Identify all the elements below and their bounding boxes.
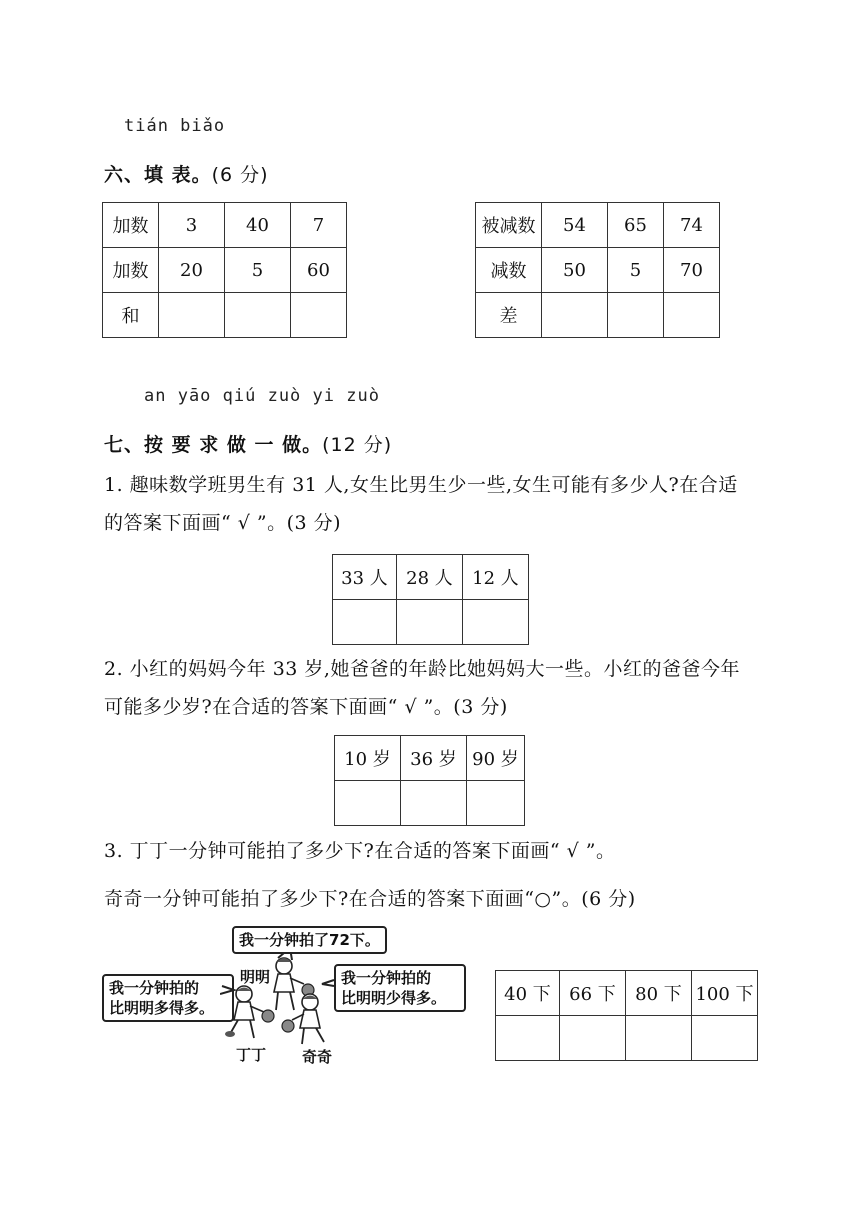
answer-cell[interactable] [159, 293, 225, 338]
section6-title [104, 160, 269, 187]
section6-title-text: 六、填 表。 [104, 164, 212, 186]
question-line: 奇奇一分钟可能拍了多少下?在合适的答案下面画“○”。(6 分) [104, 888, 636, 910]
table-cell: 70 [664, 248, 720, 293]
row-label: 差 [476, 293, 542, 338]
bubble-text: 比明明多得多。 [109, 999, 215, 1017]
answer-cell[interactable] [496, 1016, 560, 1061]
answer-cell[interactable] [608, 293, 664, 338]
table-cell: 74 [664, 203, 720, 248]
answer-cell[interactable] [560, 1016, 626, 1061]
row-label: 加数 [103, 203, 159, 248]
answer-cell[interactable] [401, 781, 467, 826]
table-row [103, 248, 347, 293]
row-label: 加数 [103, 248, 159, 293]
answer-cell[interactable] [467, 781, 525, 826]
speech-bubble-qiqi [334, 964, 466, 1012]
table-row [103, 203, 347, 248]
table-row [335, 781, 525, 826]
table-cell: 65 [608, 203, 664, 248]
question-line: 3. 丁丁一分钟可能拍了多少下?在合适的答案下面画“ √ ”。 [104, 840, 616, 862]
dingding-figure [225, 986, 274, 1038]
question-2-text [104, 650, 740, 726]
section7-title-text: 七、按 要 求 做 一 做。 [104, 434, 323, 456]
question-line: 可能多少岁?在合适的答案下面画“ √ ”。(3 分) [104, 696, 508, 718]
table-cell: 54 [542, 203, 608, 248]
bubble-text: 我一分钟拍的 [109, 979, 200, 997]
row-label: 和 [103, 293, 159, 338]
option-label: 90 岁 [467, 736, 525, 781]
question-3-text [104, 832, 636, 918]
name-qiqi: 奇奇 [302, 1048, 333, 1066]
option-label: 10 岁 [335, 736, 401, 781]
answer-cell[interactable] [692, 1016, 758, 1061]
bubble-pointer [322, 980, 334, 986]
table-cell: 40 [225, 203, 291, 248]
speech-bubble-mingming [232, 926, 387, 954]
table-cell: 50 [542, 248, 608, 293]
answer-cell[interactable] [664, 293, 720, 338]
answer-cell[interactable] [335, 781, 401, 826]
section7-pinyin: an yāo qiú zuò yi zuò [144, 386, 380, 406]
option-label: 66 下 [560, 971, 626, 1016]
answer-cell[interactable] [291, 293, 347, 338]
question-1-options [332, 554, 529, 645]
addition-table [102, 202, 347, 338]
option-label: 40 下 [496, 971, 560, 1016]
table-cell: 3 [159, 203, 225, 248]
table-row [335, 736, 525, 781]
option-label: 36 岁 [401, 736, 467, 781]
option-label: 33 人 [333, 555, 397, 600]
question-line: 1. 趣味数学班男生有 31 人,女生比男生少一些,女生可能有多少人?在合适 [104, 474, 738, 496]
kids-bouncing-balls-illustration [220, 954, 340, 1046]
answer-cell[interactable] [626, 1016, 692, 1061]
question-1-text [104, 466, 738, 542]
table-cell: 20 [159, 248, 225, 293]
subtraction-table [475, 202, 720, 338]
question-3-options [495, 970, 758, 1061]
bubble-text: 我一分钟拍了72下。 [239, 931, 380, 949]
name-mingming: 明明 [240, 968, 271, 986]
table-row [476, 293, 720, 338]
section6-score: (6 分) [211, 164, 269, 186]
table-row [333, 600, 529, 645]
answer-cell[interactable] [542, 293, 608, 338]
section6-pinyin: tián biǎo [124, 116, 226, 136]
answer-cell[interactable] [333, 600, 397, 645]
section7-score: (12 分) [322, 434, 393, 456]
question-2-options [334, 735, 525, 826]
option-label: 28 人 [397, 555, 463, 600]
question-line: 的答案下面画“ √ ”。(3 分) [104, 512, 342, 534]
table-cell: 60 [291, 248, 347, 293]
name-dingding: 丁丁 [236, 1046, 267, 1064]
speech-bubble-dingding [102, 974, 234, 1022]
answer-cell[interactable] [397, 600, 463, 645]
bubble-text: 我一分钟拍的 [341, 969, 432, 987]
table-cell: 5 [608, 248, 664, 293]
row-label: 被减数 [476, 203, 542, 248]
qiqi-figure [282, 994, 324, 1044]
option-label: 12 人 [463, 555, 529, 600]
table-cell: 5 [225, 248, 291, 293]
bubble-text: 比明明少得多。 [341, 989, 447, 1007]
table-row [476, 203, 720, 248]
option-label: 80 下 [626, 971, 692, 1016]
question-line: 2. 小红的妈妈今年 33 岁,她爸爸的年龄比她妈妈大一些。小红的爸爸今年 [104, 658, 740, 680]
table-row [496, 971, 758, 1016]
row-label: 减数 [476, 248, 542, 293]
section7-title [104, 430, 392, 457]
answer-cell[interactable] [463, 600, 529, 645]
table-cell: 7 [291, 203, 347, 248]
table-row [476, 248, 720, 293]
answer-cell[interactable] [225, 293, 291, 338]
option-label: 100 下 [692, 971, 758, 1016]
table-row [333, 555, 529, 600]
bubble-pointer [220, 986, 234, 994]
table-row [103, 293, 347, 338]
table-row [496, 1016, 758, 1061]
